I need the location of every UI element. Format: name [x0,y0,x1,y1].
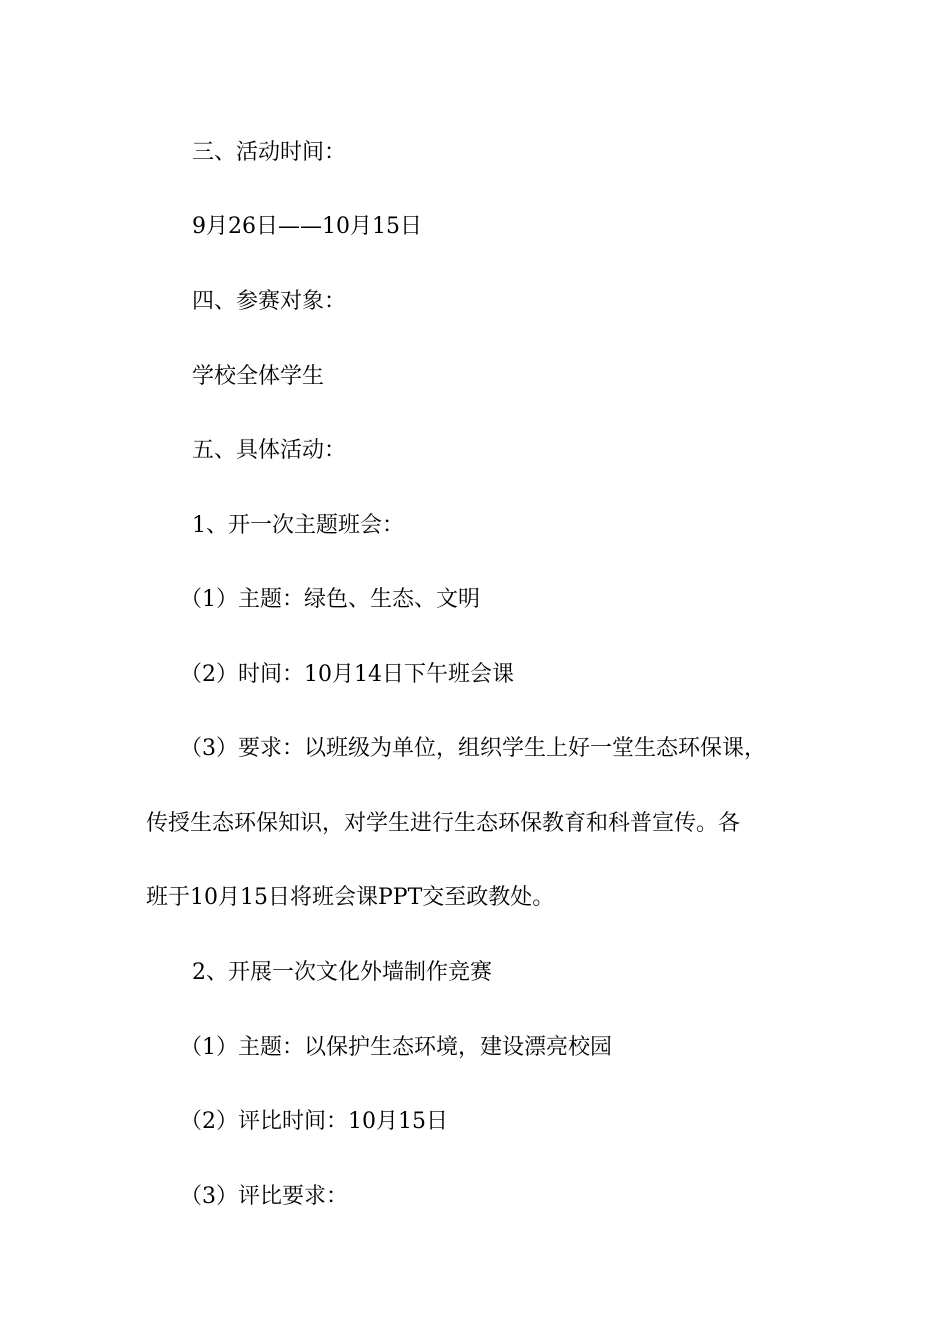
activity-1-time: （2）时间：10月14日下午班会课 [180,662,514,687]
participants-text: 学校全体学生 [192,364,325,389]
activity-1-theme: （1）主题：绿色、生态、文明 [180,587,480,612]
time-range: 9月26日——10月15日 [192,214,422,239]
section-heading-participants: 四、参赛对象： [192,289,347,314]
activity-2-time: （2）评比时间：10月15日 [180,1109,448,1134]
section-heading-activities: 五、具体活动： [192,438,347,463]
activity-2-requirement: （3）评比要求： [180,1184,348,1209]
activity-1-requirement-cont-2: 班于10月15日将班会课PPT交至政教处。 [146,885,555,910]
activity-1-requirement: （3）要求：以班级为单位，组织学生上好一堂生态环保课， [180,736,766,761]
activity-1-heading: 1、开一次主题班会： [192,513,404,538]
activity-1-requirement-cont-1: 传授生态环保知识，对学生进行生态环保教育和科普宣传。各 [146,811,741,836]
activity-2-heading: 2、开展一次文化外墙制作竞赛 [192,960,492,985]
activity-2-theme: （1）主题：以保护生态环境，建设漂亮校园 [180,1035,612,1060]
section-heading-time: 三、活动时间： [192,140,347,165]
